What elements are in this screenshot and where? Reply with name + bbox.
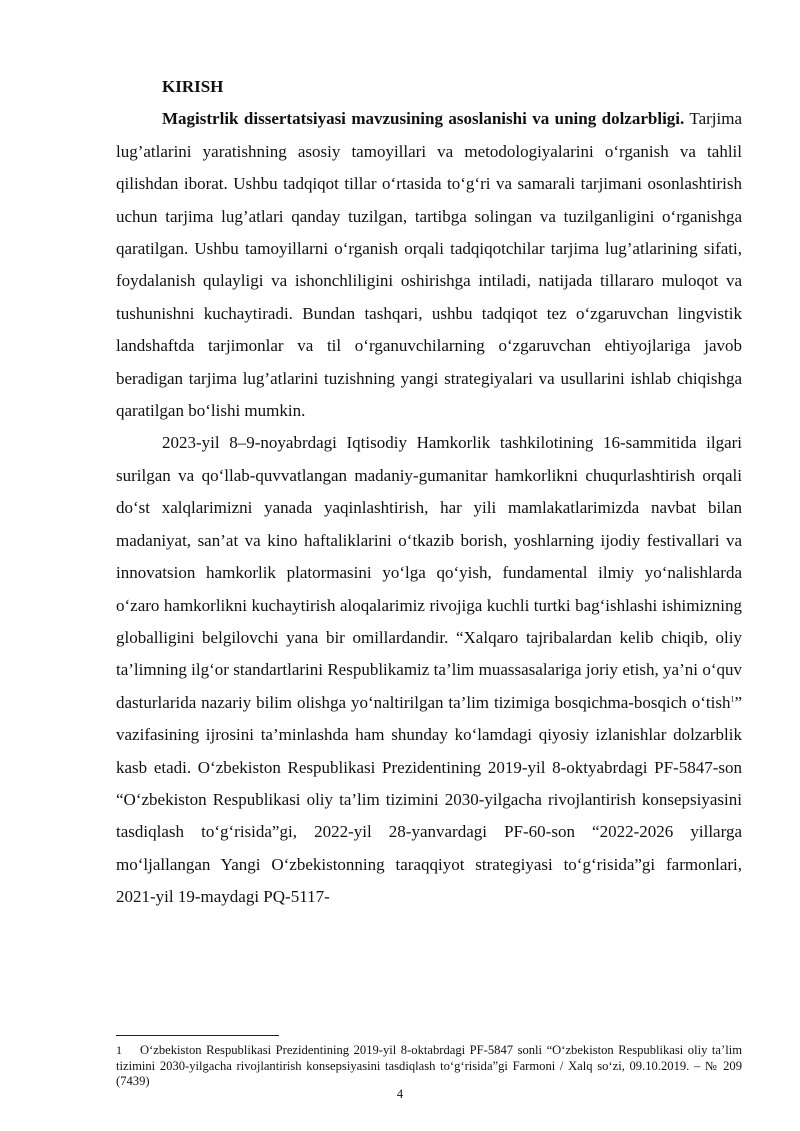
footnote-number: 1 bbox=[116, 1043, 122, 1057]
page-number: 4 bbox=[396, 1087, 404, 1101]
footnote-reference[interactable]: 1 bbox=[730, 694, 735, 704]
paragraph-relevance-text: Tarjima lug’atlarini yaratishning asosiy tamoyillari va metodologiyalarini o‘rganish va tahlil qilishdan iborat. Ushbu tadqiqot tillar o‘rtasida to‘g‘ri va samarali tarjimani osonlashtirish uchun tarjima lug’atlari qanday tuzilgan, tartibga solingan va tuzilganligini o‘rganishga qaratilgan. Ushbu tamoyillarni o‘rganish orqali tadqiqotchilar tarjima lug’atlarining sifati, foydalanish qulayligi va ishonchliligini oshirishga intiladi, natijada tillararo muloqot va tushunishni kuchaytiradi. Bundan tashqari, ushbu tadqiqot tez o‘zgaruvchan lingvistik landshaftda tarjimonlar va til o‘rganuvchilarning o‘zgaruvchan ehtiyojlariga javob beradigan tarjima lug’atlarini tuzishning yangi strategiyalari va usullarini ishlab chiqishga qaratilgan bo‘lishi mumkin. bbox=[116, 109, 743, 421]
footnote-text: O‘zbekiston Respublikasi Prezidentining 2019-yil 8-oktabrdagi PF-5847 sonli “O‘zbekiston Respublikasi oliy ta’lim tizimini 2030-yilgacha rivojlantirish konsepsiyasini tasdiqlash to‘g‘risida”gi Farmoni / Xalq so‘zi, 09.10.2019. – № 209 (7439) bbox=[116, 1043, 742, 1088]
paragraph-context-text-a: 2023-yil 8–9-noyabrdagi Iqtisodiy Hamkorlik tashkilotining 16-sammitida ilgari surilgan va qo‘llab-quvvatlangan madaniy-gumanitar hamkorlikni chuqurlashtirish orqali do‘st xalqlarimizni yanada yaqinlashtirish, har yili mamlakatlarimizda navbat bilan madaniyat, san’at va kino haftaliklarini o‘tkazib borish, yoshlarning ijodiy festivallari va innovatsion hamkorlik platormasini yo‘lga qo‘yish, fundamental ilmiy yo‘nalishlarda o‘zaro hamkorlikni kuchaytirish aloqalarimiz rivojiga kuchli turtki bag‘ishlashi ishimizning globalligini belgilovchi yana bir omillardandir. “Xalqaro tajribalardan kelib chiqib, oliy ta’limning ilg‘or standartlarini Respublikamiz ta’lim muassasalariga joriy etish, ya’ni o‘quv dasturlarida nazariy bilim olishga yo‘naltirilgan ta’lim tizimiga bosqichma-bosqich o‘tish bbox=[116, 433, 742, 712]
footnote bbox=[116, 1043, 742, 1090]
section-heading: KIRISH bbox=[162, 77, 224, 96]
paragraph-subheading: Magistrlik dissertatsiyasi mavzusining asoslanishi va uning dolzarbligi. bbox=[162, 109, 685, 129]
body-text bbox=[116, 71, 742, 914]
paragraph-relevance bbox=[116, 103, 742, 427]
paragraph-context-text-b: ” vazifasining ijrosini ta’minlashda ham shunday ko‘lamdagi qiyosiy izlanishlar dolzarblik kasb etadi. O‘zbekiston Respublikasi Prezidentining 2019-yil 8-oktyabrdagi PF-5847-son “O‘zbekiston Respublikasi oliy ta’lim tizimini 2030-yilgacha rivojlantirish konsepsiyasini tasdiqlash to‘g‘risida”gi, 2022-yil 28-yanvardagi PF-60-son “2022-2026 yillarga mo‘ljallangan Yangi O‘zbekistonning taraqqiyot strategiyasi to‘g‘risida”gi farmonlari, 2021-yil 19-maydagi PQ-5117- bbox=[116, 692, 742, 907]
footnote-separator bbox=[116, 1035, 279, 1036]
paragraph-context bbox=[116, 427, 742, 913]
